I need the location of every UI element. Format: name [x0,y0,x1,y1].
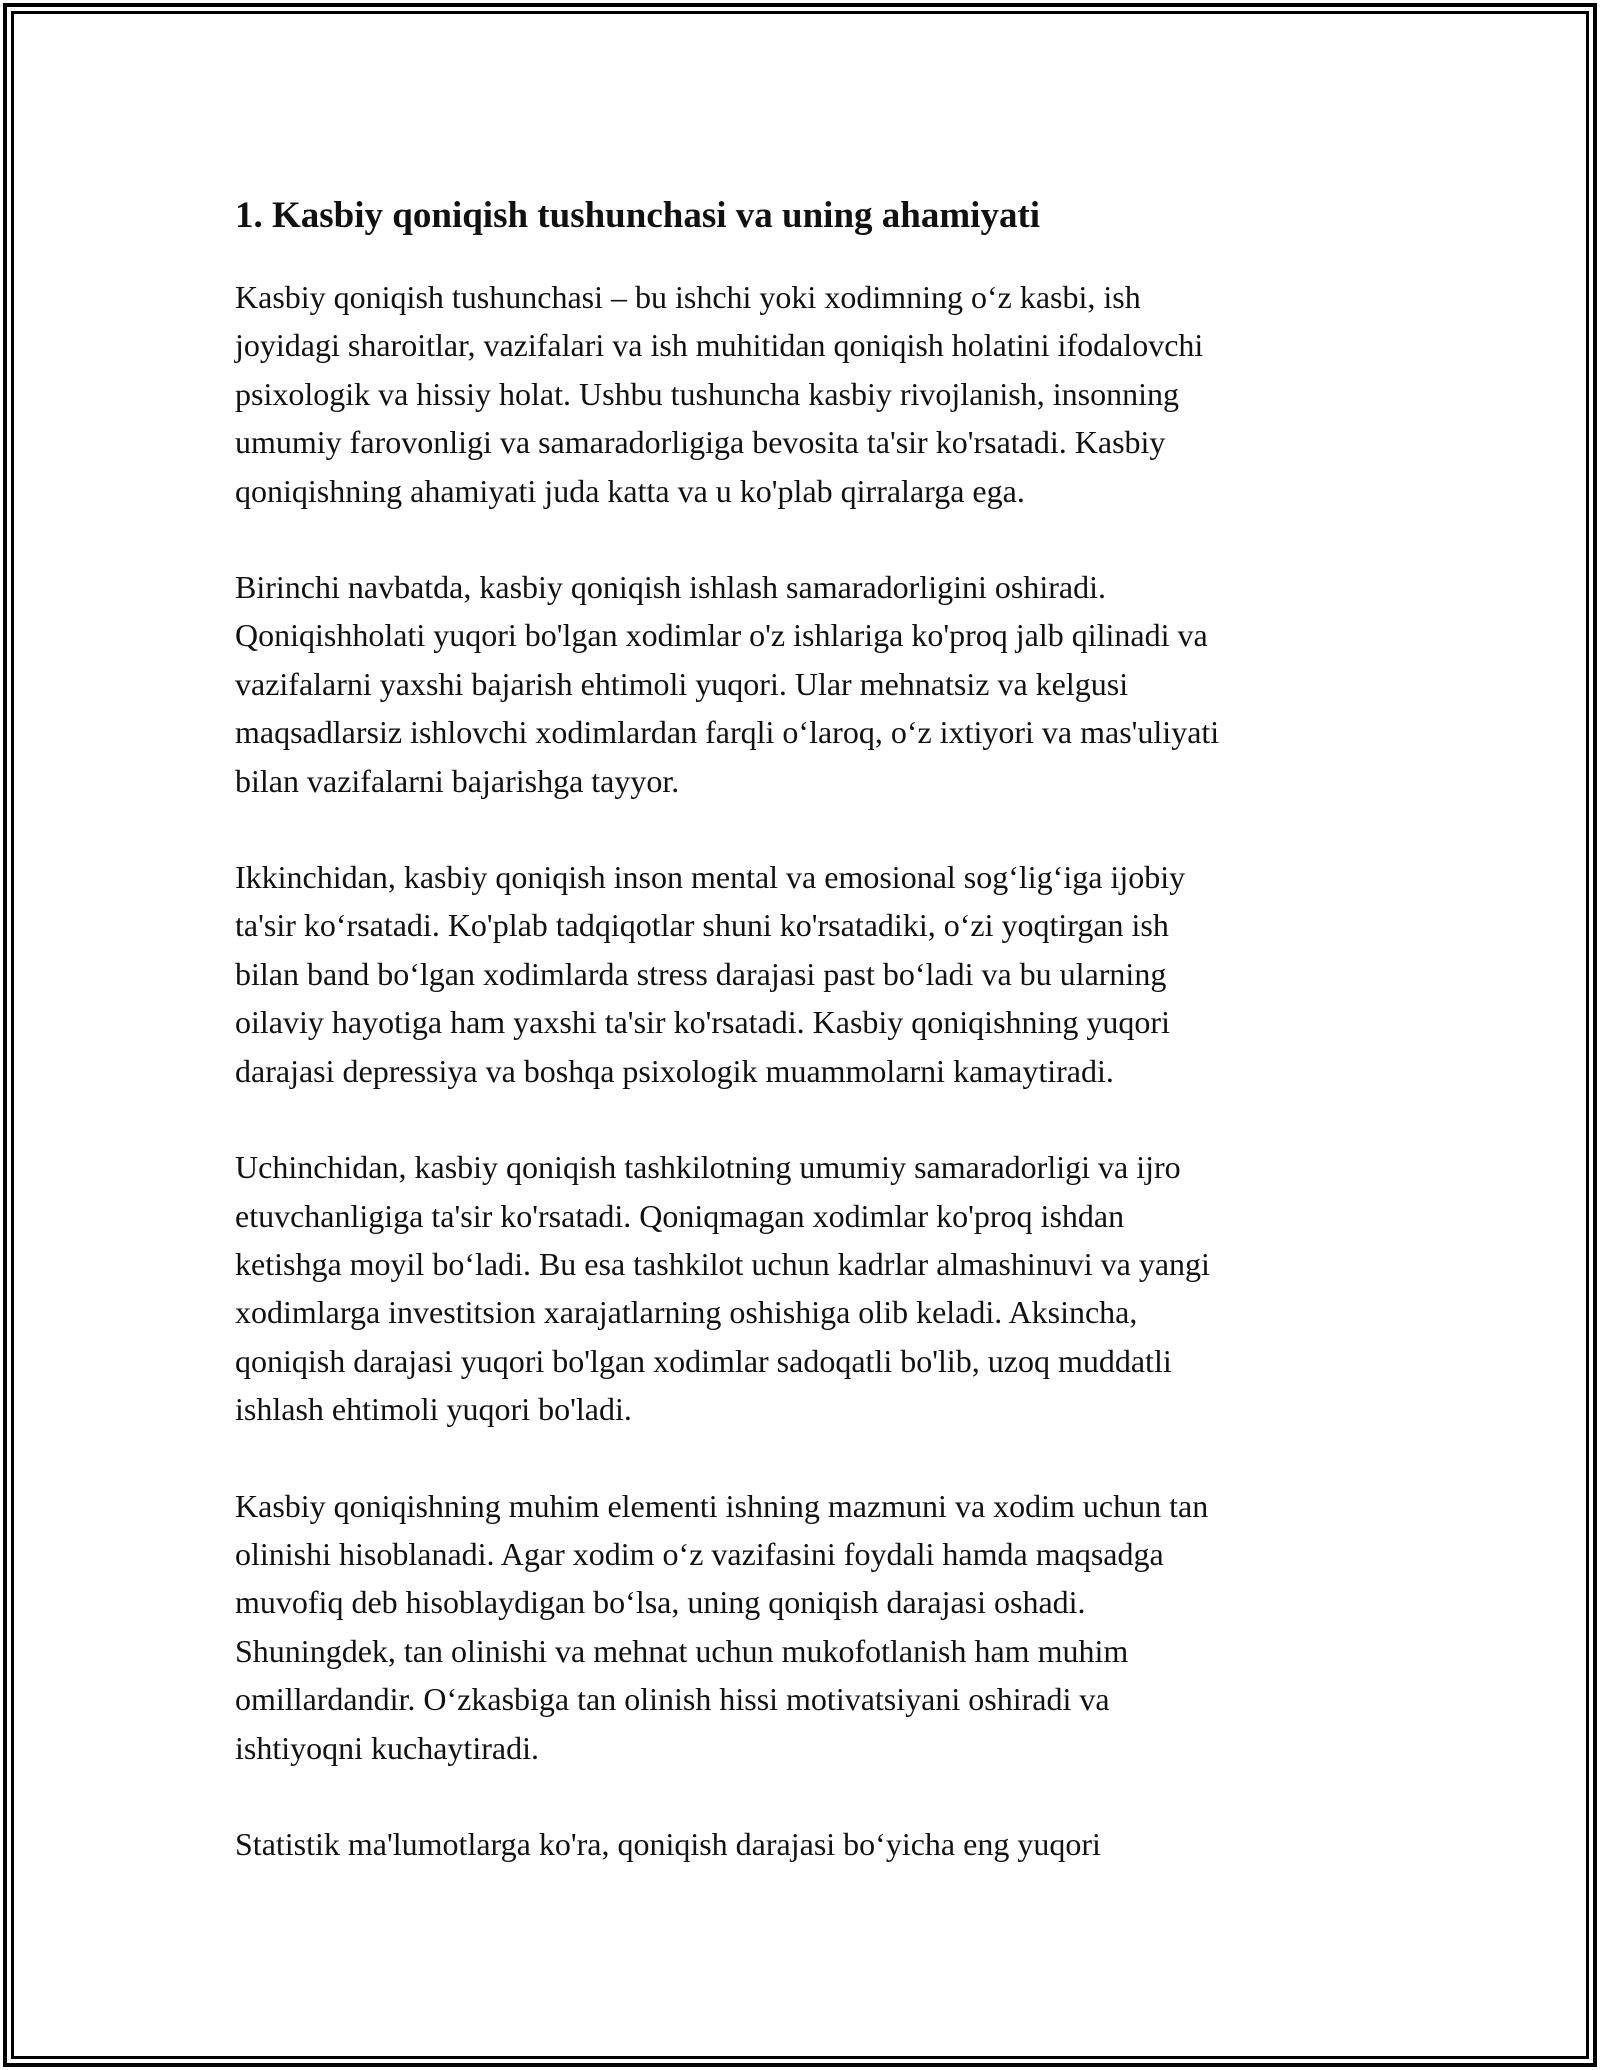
text-line: ta'sir ko‘rsatadi. Ko'plab tadqiqotlar shuni ko'rsatadiki, o‘zi yoqtirgan ish [235,907,1169,944]
text-line: Shuningdek, tan olinishi va mehnat uchun mukofotlanish ham muhim [235,1632,1129,1669]
text-line: bilan vazifalarni bajarishga tayyor. [235,762,680,799]
paragraph-first [235,563,1385,805]
paragraph-definition [235,273,1385,515]
section-heading: 1. Kasbiy qoniqish tushunchasi va uning ahamiyati [235,195,1041,236]
text-line: bilan band bo‘lgan xodimlarda stress darajasi past bo‘ladi va bu ularning [235,955,1167,992]
text-line: ishlash ehtimoli yuqori bo'ladi. [235,1391,632,1428]
text-line: omillardandir. O‘zkasbiga tan olinish hissi motivatsiyani oshiradi va [235,1681,1110,1718]
text-line: muvofiq deb hisoblaydigan bo‘lsa, uning qoniqish darajasi oshadi. [235,1584,1086,1621]
text-line: joyidagi sharoitlar, vazifalari va ish muhitidan qoniqish holatini ifodalovchi [235,327,1204,364]
text-line: ishtiyoqni kuchaytiradi. [235,1729,539,1766]
text-line: qoniqishning ahamiyati juda katta va u ko'plab qirralarga ega. [235,472,1025,509]
text-line: oilaviy hayotiga ham yaxshi ta'sir ko'rsatadi. Kasbiy qoniqishning yuqori [235,1004,1170,1041]
text-line: vazifalarni yaxshi bajarish ehtimoli yuqori. Ular mehnatsiz va kelgusi [235,665,1129,702]
text-line: darajasi depressiya va boshqa psixologik muammolarni kamaytiradi. [235,1052,1114,1089]
paragraph-second [235,853,1385,1095]
text-line: maqsadlarsiz ishlovchi xodimlardan farqli o‘laroq, o‘z ixtiyori va mas'uliyati [235,714,1220,751]
text-line: Kasbiy qoniqishning muhim elementi ishning mazmuni va xodim uchun tan [235,1487,1209,1524]
paragraph-statistics [235,1820,1385,1868]
text-line: psixologik va hissiy holat. Ushbu tushuncha kasbiy rivojlanish, insonning [235,375,1179,412]
text-line: umumiy farovonligi va samaradorligiga bevosita ta'sir ko'rsatadi. Kasbiy [235,424,1166,461]
document-body [235,186,1385,1916]
text-line: Uchinchidan, kasbiy qoniqish tashkilotning umumiy samaradorligi va ijro [235,1149,1181,1186]
text-line: xodimlarga investitsion xarajatlarning oshishiga olib keladi. Aksincha, [235,1294,1138,1331]
text-line: Statistik ma'lumotlarga ko'ra, qoniqish darajasi bo‘yicha eng yuqori [235,1825,1101,1862]
paragraph-third [235,1143,1385,1433]
text-line: ketishga moyil bo‘ladi. Bu esa tashkilot uchun kadrlar almashinuvi va yangi [235,1245,1210,1282]
text-line: qoniqish darajasi yuqori bo'lgan xodimlar sadoqatli bo'lib, uzoq muddatli [235,1342,1172,1379]
text-line: Kasbiy qoniqish tushunchasi – bu ishchi yoki xodimning o‘z kasbi, ish [235,279,1141,315]
text-line: olinishi hisoblanadi. Agar xodim o‘z vazifasini foydali hamda maqsadga [235,1535,1164,1572]
text-line: Qoniqishholati yuqori bo'lgan xodimlar o'z ishlariga ko'proq jalb qilinadi va [235,617,1208,654]
text-line: etuvchanligiga ta'sir ko'rsatadi. Qoniqmagan xodimlar ko'proq ishdan [235,1197,1125,1234]
text-line: Birinchi navbatda, kasbiy qoniqish ishlash samaradorligini oshiradi. [235,569,1106,606]
paragraph-recognition [235,1482,1385,1772]
text-line: Ikkinchidan, kasbiy qoniqish inson mental va emosional sog‘lig‘iga ijobiy [235,859,1186,896]
